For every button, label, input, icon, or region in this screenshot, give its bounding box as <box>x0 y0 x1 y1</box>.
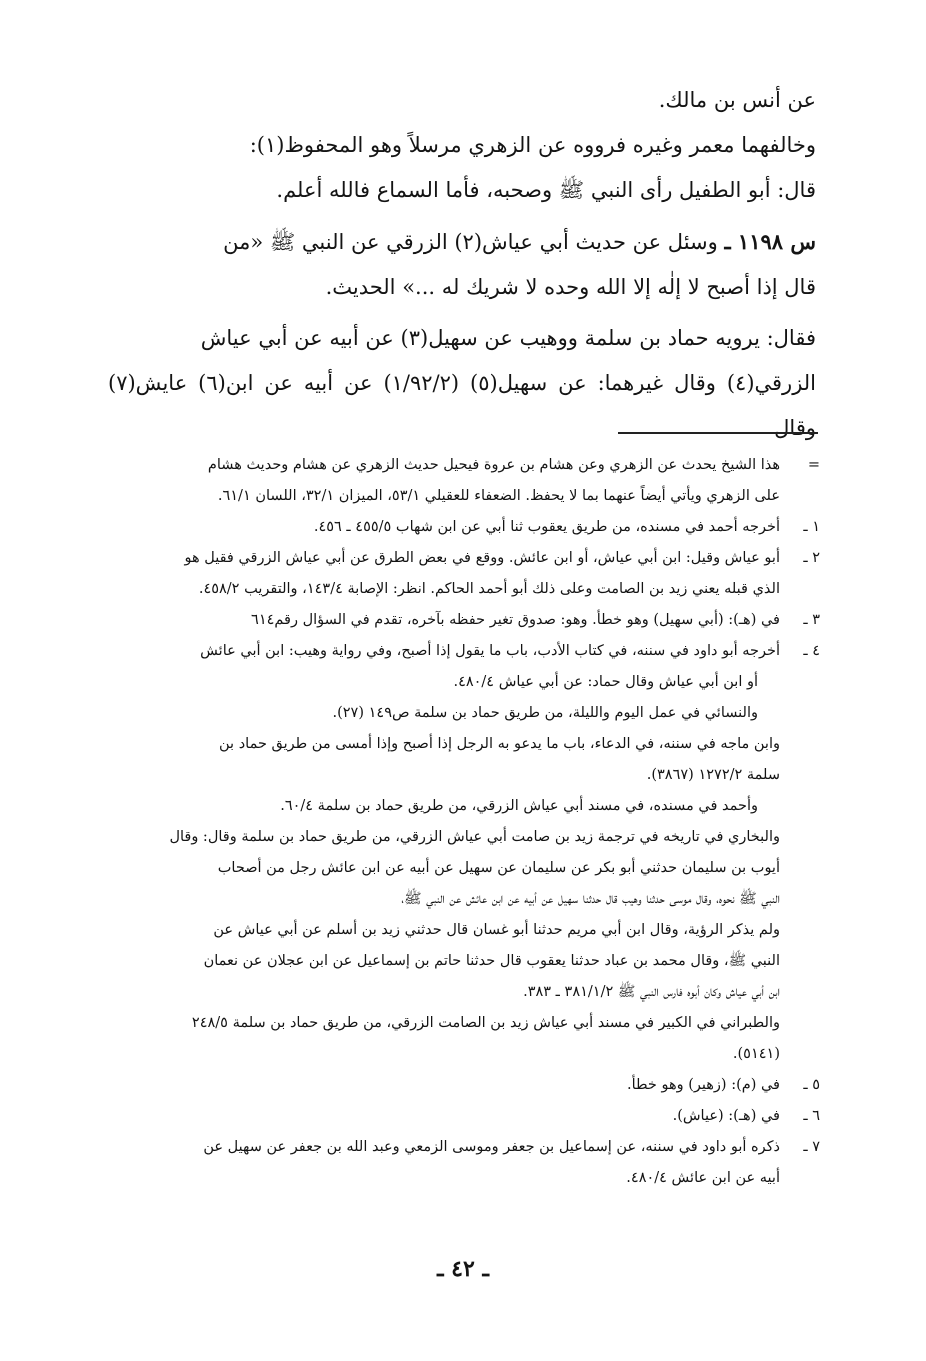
footnote-number: ٤ ـ <box>803 643 820 659</box>
footnote-2 <box>108 543 820 605</box>
question-paragraph-line-1 <box>108 219 816 265</box>
footnote-5 <box>108 1070 820 1101</box>
footnote-line: سلمة ١٢٧٢/٢ (٣٨٦٧). <box>646 767 780 783</box>
footnote-line: أو ابن أبي عياش وقال حماد: عن أبي عياش ٤٨٠/٤. <box>453 674 758 690</box>
question-number: س ١١٩٨ ـ <box>724 229 816 254</box>
footnote-line: أبيه عن ابن عائش ٤٨٠/٤. <box>626 1170 780 1186</box>
footnote-line: أبو عياش وقيل: ابن أبي عياش، أو ابن عائش. ووقع في بعض الطرق عن أبي عياش الزرقي فقيل هو <box>184 550 780 566</box>
footnote-line: والنسائي في عمل اليوم والليلة، من طريق حماد بن سلمة ص١٤٩ (٢٧). <box>332 705 758 721</box>
footnote-line: وأحمد في مسنده، في مسند أبي عياش الزرقي، من طريق حماد بن سلمة ٦٠/٤. <box>280 798 758 814</box>
footnote-number: ٣ ـ <box>803 612 820 628</box>
footnote-number: ٧ ـ <box>803 1139 820 1155</box>
footnote-line: في (هـ): (أبي سهيل) وهو خطأ. وهو: صدوق تغير حفظه بآخره، تقدم في السؤال رقم٦١٤ <box>251 612 780 628</box>
main-line-3: قال: أبو الطفيل رأى النبي ﷺ وصحبه، فأما السماع فالله أعلم. <box>276 178 816 202</box>
footnote-1 <box>108 512 820 543</box>
main-text <box>108 78 816 451</box>
footnote-line: ذكره أبو داود في سننه، عن إسماعيل بن جعفر وموسى الزمعي وعبد الله بن جعفر عن سهيل عن <box>203 1139 780 1155</box>
footnote-number: ٥ ـ <box>803 1077 820 1093</box>
footnote-line: ابن أبي عياش وكان أبوه فارس النبي ﷺ ٣٨١/١/٢ ـ ٣٨٣. <box>523 984 780 1000</box>
footnote-number: = <box>807 457 820 473</box>
footnote-line: والبخاري في تاريخه في ترجمة زيد بن صامت أبي عياش الزرقي، من طريق حماد بن سلمة وقال: وقال <box>169 829 780 845</box>
footnote-continuation <box>108 450 820 512</box>
footnote-line: والطبراني في الكبير في مسند أبي عياش زيد بن الصامت الزرقي، من طريق حماد بن سلمة ٢٤٨/٥ <box>191 1015 780 1031</box>
footnote-line: على الزهري ويأتي أيضاً عنهما بما لا يحفظ. الضعفاء للعقيلي ٥٣/١، الميزان ٣٢/١، اللسان ٦١/١. <box>217 488 780 504</box>
page-number: ـ ٤٢ ـ <box>437 1256 489 1282</box>
footnote-4 <box>108 636 820 1070</box>
footnote-divider <box>618 432 818 434</box>
footnote-line: ولم يذكر الرؤية، وقال ابن أبي مريم حدثنا أبو غسان قال حدثني زيد بن أسلم عن أبي عياش عن <box>213 922 780 938</box>
question-text: وسئل عن حديث أبي عياش(٢) الزرقي عن النبي ﷺ «من <box>223 230 725 254</box>
footnote-line: أيوب بن سليمان حدثني أبو بكر عن سليمان عن سهيل عن أبيه عن ابن عائش رجل من أصحاب <box>217 860 780 876</box>
main-line-7: الزرقي(٤) وقال غيرهما: عن سهيل(٥) (١/٩٢/٢) عن أبيه عن ابن(٦) عايش(٧) وقال <box>108 371 817 440</box>
footnote-line: النبي ﷺ نحوه، وقال موسى حدثنا وهيب قال حدثنا سهيل عن أبيه عن ابن عائش عن النبي ﷺ، <box>401 891 780 907</box>
footnote-line: الذي قبله يعني زيد بن الصامت وعلى ذلك أبو أحمد الحاكم. انظر: الإصابة ١٤٣/٤، والتقريب ٤٥٨/٢. <box>198 581 780 597</box>
footnote-number: ١ ـ <box>803 519 820 535</box>
footnote-line: وابن ماجه في سننه، في الدعاء، باب ما يدعو به الرجل إذا أصبح وإذا أمسى من طريق حماد بن <box>219 736 780 752</box>
main-line-5: قال إذا أصبح لا إلٰه إلا الله وحده لا شريك له ...» الحديث. <box>325 275 816 299</box>
footnote-line: في (م): (زهير) وهو خطأ. <box>627 1077 780 1093</box>
footnote-line: أخرجه أبو داود في سننه، في كتاب الأدب، باب ما يقول إذا أصبح، وفي رواية وهيب: ابن أبي عائش <box>200 643 780 659</box>
footnote-line: (٥١٤١). <box>732 1046 780 1062</box>
footnotes <box>108 450 820 1194</box>
footnote-line: أخرجه أحمد في مسنده، من طريق يعقوب ثنا أبي عن ابن شهاب ٤٥٥/٥ ـ ٤٥٦. <box>313 519 780 535</box>
main-line-2: وخالفهما معمر وغيره فرووه عن الزهري مرسلاً وهو المحفوظ(١): <box>249 133 816 157</box>
footnote-line: في (هـ): (عياش). <box>672 1108 780 1124</box>
footnote-3 <box>108 605 820 636</box>
footnote-number: ٦ ـ <box>803 1108 820 1124</box>
footnote-number: ٢ ـ <box>803 550 820 566</box>
main-line-6: فقال: يرويه حماد بن سلمة ووهيب عن سهيل(٣) عن أبيه عن أبي عياش <box>200 326 816 350</box>
footnote-6 <box>108 1101 820 1132</box>
main-line-1: عن أنس بن مالك. <box>658 88 816 112</box>
footnote-7 <box>108 1132 820 1194</box>
footnote-line: هذا الشيخ يحدث عن الزهري وعن هشام بن عروة فيحيل حديث الزهري عن هشام وحديث هشام <box>207 457 780 473</box>
footnote-line: النبي ﷺ، وقال محمد بن عباد حدثنا يعقوب قال حدثنا حاتم بن إسماعيل عن ابن عجلان عن نعمان <box>203 953 780 969</box>
